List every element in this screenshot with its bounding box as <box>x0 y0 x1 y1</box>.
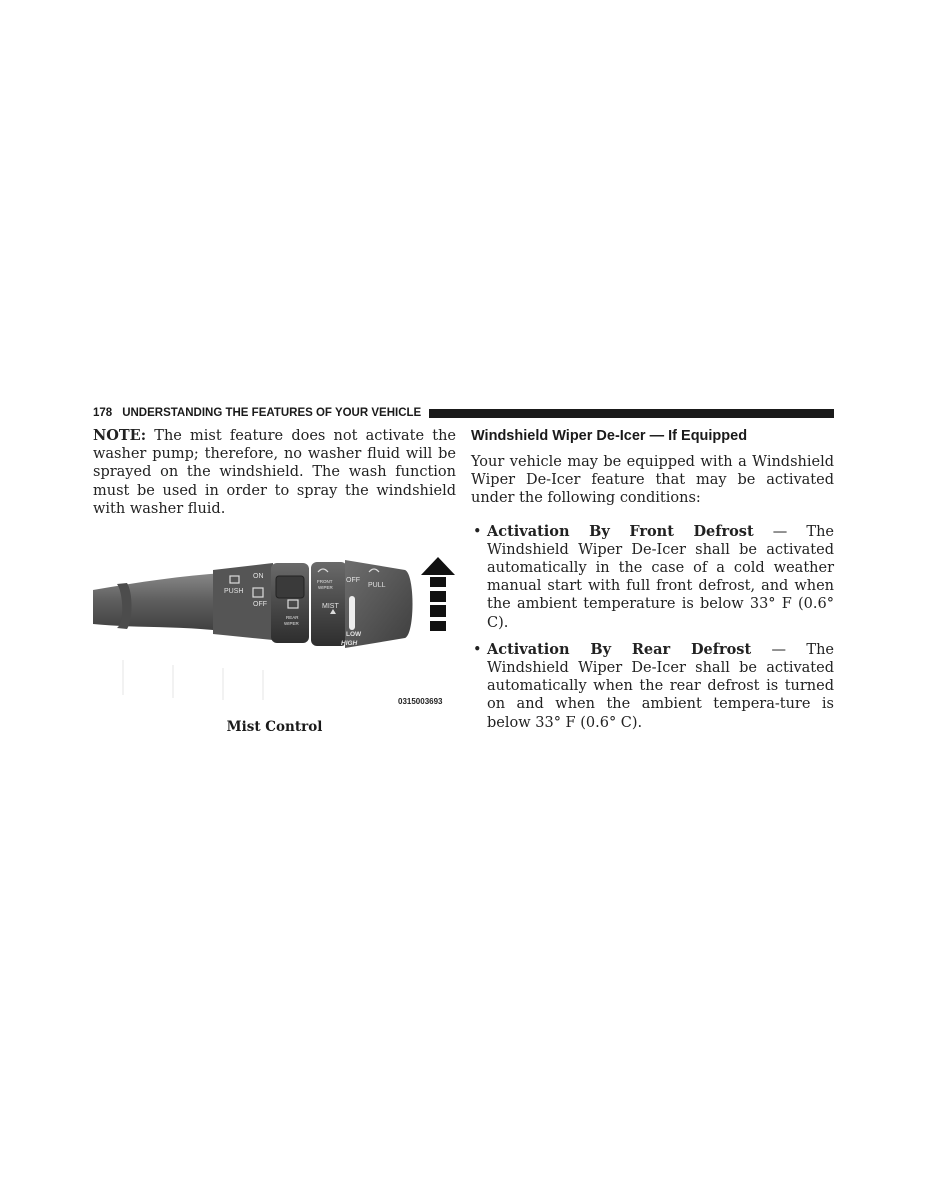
bullet-icon: • <box>473 641 482 658</box>
right-column <box>471 427 834 741</box>
label-rear-wiper-2: WIPER <box>284 621 299 626</box>
label-front-wiper-1: FRONT <box>317 579 333 584</box>
note-label: NOTE: <box>93 427 147 444</box>
activation-list <box>471 523 834 732</box>
label-on: ON <box>253 573 264 580</box>
label-pull: PULL <box>368 582 386 589</box>
figure-code: 0315003693 <box>398 697 443 706</box>
bullet-icon: • <box>473 523 482 540</box>
bullet-text: — The Windshield Wiper De-Icer shall be activated automatically in the case of a cold weather manual start with full front defrost, and when the ambient temperature is below 33° F (0.6° C). <box>487 523 834 631</box>
label-off-right: OFF <box>346 577 360 584</box>
label-front-wiper-2: WIPER <box>318 585 333 590</box>
label-mist: MIST <box>322 603 339 610</box>
bullet-label: Activation By Rear Defrost <box>487 640 752 658</box>
header-rule <box>429 409 834 418</box>
pull-arrow-icon <box>421 557 455 631</box>
wiper-stalk-illustration <box>93 530 456 712</box>
bullet-label: Activation By Front Defrost <box>487 522 754 540</box>
mist-control-figure <box>93 530 456 712</box>
label-push: PUSH <box>224 588 244 595</box>
header-title: UNDERSTANDING THE FEATURES OF YOUR VEHICLE <box>122 407 422 419</box>
list-item <box>471 523 834 632</box>
note-text: The mist feature does not activate the washer pump; therefore, no washer fluid will be sprayed on the windshield. The wash function must be used in order to spray the windshield with washer fluid. <box>93 428 456 517</box>
bullet-text: — The Windshield Wiper De-Icer shall be activated automatically when the rear defrost is turned on and when the ambient tempera-ture is below 33° F (0.6° C). <box>487 641 835 731</box>
label-off-left: OFF <box>253 601 267 608</box>
label-rear-wiper-1: REAR <box>286 615 299 620</box>
figure-caption: Mist Control <box>226 719 323 735</box>
note-paragraph <box>93 427 456 518</box>
page-header <box>93 406 834 420</box>
label-high: HIGH <box>341 640 358 647</box>
label-low: LOW <box>346 631 362 638</box>
page-number: 178 <box>93 407 113 419</box>
list-item <box>471 641 834 732</box>
intro-paragraph: Your vehicle may be equipped with a Windshield Wiper De-Icer feature that may be activated under the following conditions: <box>471 454 834 507</box>
section-heading: Windshield Wiper De-Icer — If Equipped <box>471 428 748 444</box>
left-column <box>93 427 456 518</box>
